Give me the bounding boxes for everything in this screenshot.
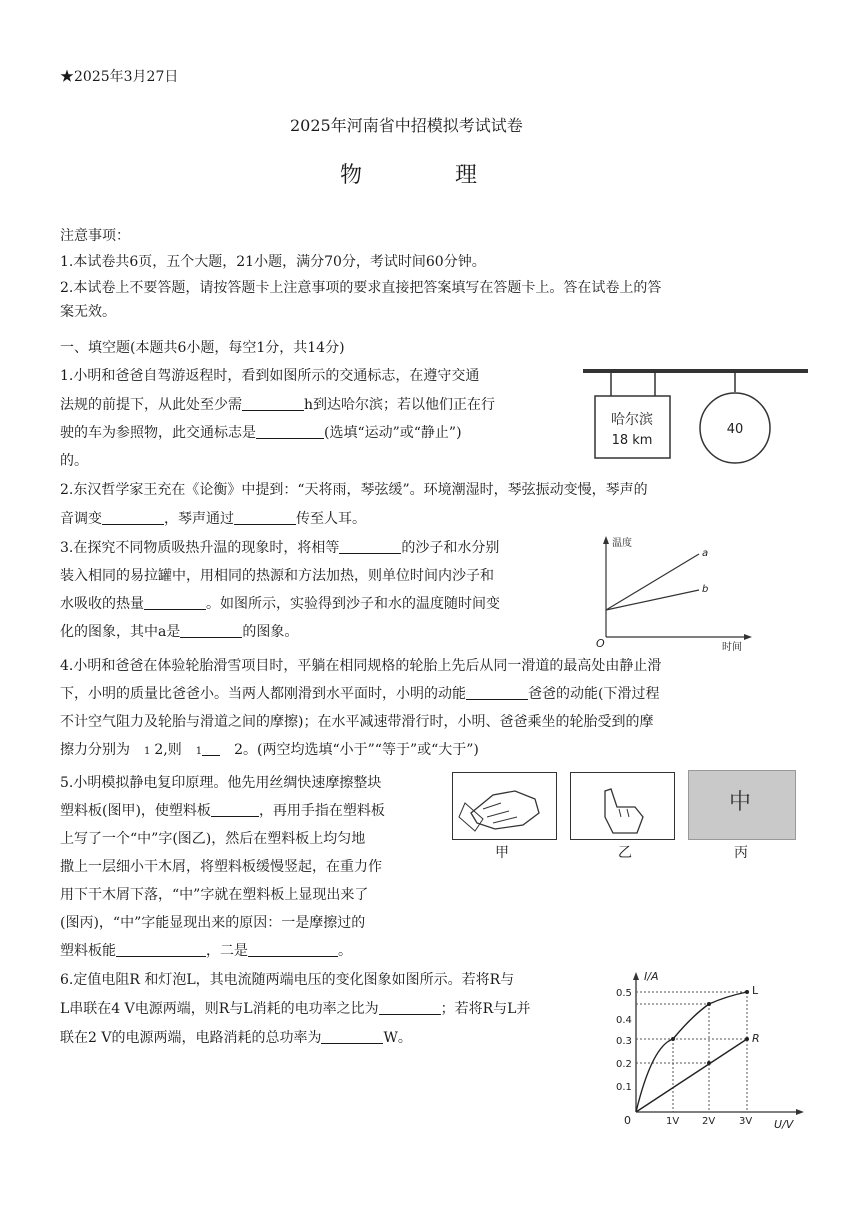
q6-blank-1 xyxy=(379,1000,441,1015)
figure-jia xyxy=(452,772,557,840)
line-a-label: a xyxy=(702,548,709,559)
q4-text: 爸爸的动能(下滑过程 xyxy=(528,686,660,702)
q6-blank-2 xyxy=(321,1029,383,1044)
q1-line-4: 的。 xyxy=(60,453,88,469)
q5-line-7 xyxy=(60,941,352,961)
axis-label-temperature: 温度 xyxy=(612,538,632,549)
origin-label: O xyxy=(596,637,605,650)
q1-text: (选填“运动”或“静止”) xyxy=(324,425,462,441)
q5-text: 。 xyxy=(338,943,352,959)
q1-text: h到达哈尔滨；若以他们正在行 xyxy=(304,397,496,413)
q2-line-2 xyxy=(60,509,366,529)
q5-text: ，再用手指在塑料板 xyxy=(258,803,385,819)
q4-text: 下，小明的质量比爸爸小。当两人都刚滑到水平面时，小明的动能 xyxy=(60,686,466,702)
ytick-label: 0.1 xyxy=(616,1082,632,1093)
q4-text: 擦力分别为 xyxy=(60,742,130,758)
q2-text: 传至人耳。 xyxy=(296,511,366,527)
q6-text: 联在2 V的电源两端，电路消耗的总功率为 xyxy=(60,1030,322,1046)
temperature-graph xyxy=(596,532,756,652)
traffic-sign-figure xyxy=(583,366,808,466)
q4-text: 2,则 xyxy=(154,742,182,758)
xtick-label: 1V xyxy=(666,1116,680,1127)
ytick-label: 0.2 xyxy=(616,1059,632,1070)
line-R xyxy=(636,1039,747,1112)
q6-text: W。 xyxy=(383,1030,412,1046)
xtick-label: 2V xyxy=(702,1116,716,1127)
q5-line-6: (图丙)，“中”字能显现出来的原因：一是摩擦过的 xyxy=(60,915,366,931)
subject-char-1: 物 xyxy=(340,163,363,188)
q4-sub-2: 1 xyxy=(195,746,203,757)
q4-line-4 xyxy=(60,740,479,762)
q1-text: 驶的车为参照物，此交通标志是 xyxy=(60,425,256,441)
curve-L xyxy=(636,992,747,1112)
speed-limit-value: 40 xyxy=(726,422,744,437)
q1-text: 法规的前提下，从此处至少需 xyxy=(60,397,242,413)
q2-line-1: 2.东汉哲学家王充在《论衡》中提到：“天将雨，琴弦缓”。环境潮湿时，琴弦振动变慢，琴声的 xyxy=(60,482,648,498)
origin-label: 0 xyxy=(624,1114,631,1127)
q4-blank-1 xyxy=(466,685,528,700)
notice-item-2-cont: 案无效。 xyxy=(60,304,116,320)
q6-text: L串联在4 V电源两端，则R与L消耗的电功率之比为 xyxy=(60,1001,379,1017)
q5-text: ，二是 xyxy=(206,943,248,959)
figure-bing xyxy=(688,770,796,840)
q5-text: 塑料板能 xyxy=(60,943,116,959)
q5-line-5: 用下干木屑下落，“中”字就在塑料板上显现出来了 xyxy=(60,887,369,903)
q1-blank-2 xyxy=(256,424,324,439)
figure-jia-label: 甲 xyxy=(495,845,509,861)
sign-distance: 18 km xyxy=(611,433,653,448)
q5-blank-3 xyxy=(248,942,338,957)
q6-line-1: 6.定值电阻R 和灯泡L，其电流随两端电压的变化图象如图所示。若将R与 xyxy=(60,972,515,988)
q2-text: ，琴声通过 xyxy=(164,511,234,527)
iu-graph xyxy=(612,966,812,1131)
q3-line-3 xyxy=(60,594,500,614)
q5-blank-2 xyxy=(116,942,206,957)
q5-line-2 xyxy=(60,801,385,821)
notice-item-1: 1.本试卷共6页，五个大题，21小题，满分70分，考试时间60分钟。 xyxy=(60,254,486,270)
q4-sub-1: 1 xyxy=(144,746,151,757)
q3-text: 3.在探究不同物质吸热升温的现象时，将相等 xyxy=(60,540,340,556)
q1-line-2 xyxy=(60,395,495,415)
subject-char-2: 理 xyxy=(455,163,478,188)
sign-city: 哈尔滨 xyxy=(611,412,653,428)
q3-text: 化的图象，其中a是 xyxy=(60,624,181,640)
figure-yi xyxy=(570,772,675,840)
exam-date: ★2025年3月27日 xyxy=(60,69,179,85)
sign-bar xyxy=(583,369,808,373)
q4-line-3: 不计空气阻力及轮胎与滑道之间的摩擦)；在水平减速带滑行时，小明、爸爸乘坐的轮胎受到的摩 xyxy=(60,714,654,730)
hand-rubbing-icon xyxy=(471,791,539,829)
q3-text: 的图象。 xyxy=(242,624,299,640)
q2-blank-1 xyxy=(102,510,164,525)
ytick-label: 0.5 xyxy=(616,988,632,999)
section-heading: 一、填空题(本题共6小题，每空1分，共14分) xyxy=(60,340,345,356)
xtick-label: 3V xyxy=(739,1116,753,1127)
q6-line-3 xyxy=(60,1028,412,1048)
q3-text: 。如图所示，实验得到沙子和水的温度随时间变 xyxy=(206,596,500,612)
ytick-label: 0.3 xyxy=(616,1036,632,1047)
q5-text: 塑料板(图甲)，使塑料板 xyxy=(60,803,211,819)
line-R-label: R xyxy=(752,1032,760,1045)
line-a xyxy=(606,554,699,610)
q5-blank-1 xyxy=(211,802,259,817)
curve-L-label: L xyxy=(752,984,759,997)
q3-blank-2 xyxy=(144,595,206,610)
q1-line-1: 1.小明和爸爸自驾游返程时，看到如图所示的交通标志，在遵守交通 xyxy=(60,368,480,384)
ytick-label: 0.4 xyxy=(616,1015,632,1026)
figure-bing-label: 丙 xyxy=(734,845,748,861)
q2-blank-2 xyxy=(234,510,296,525)
figure-yi-label: 乙 xyxy=(618,845,632,861)
q4-blank-2 xyxy=(202,741,220,756)
q6-line-2 xyxy=(60,999,530,1019)
q3-text: 水吸收的热量 xyxy=(60,596,144,612)
q1-line-3 xyxy=(60,423,462,443)
finger-writing-icon xyxy=(605,789,643,833)
q3-line-1 xyxy=(60,538,499,558)
line-b xyxy=(606,590,699,610)
exam-title: 2025年河南省中招模拟考试试卷 xyxy=(290,116,523,135)
axis-label-time: 时间 xyxy=(722,642,742,652)
notice-heading: 注意事项： xyxy=(60,228,130,244)
q5-line-3: 上写了一个“中”字(图乙)，然后在塑料板上均匀地 xyxy=(60,831,366,847)
axis-label-voltage: U/V xyxy=(774,1118,794,1131)
q3-text: 的沙子和水分别 xyxy=(401,540,500,556)
q3-line-4 xyxy=(60,622,298,642)
q3-blank-1 xyxy=(339,539,401,554)
q3-line-2: 装入相同的易拉罐中，用相同的热源和方法加热，则单位时间内沙子和 xyxy=(60,568,494,584)
q5-line-1: 5.小明模拟静电复印原理。他先用丝绸快速摩擦整块 xyxy=(60,775,382,791)
axis-label-current: I/A xyxy=(644,970,659,983)
figure-bing-char: 中 xyxy=(729,790,752,815)
q4-text: 2。(两空均选填“小于”“等于”或“大于”) xyxy=(234,742,479,758)
q6-text: ；若将R与L并 xyxy=(440,1001,531,1017)
q4-line-1: 4.小明和爸爸在体验轮胎滑雪项目时，平躺在相同规格的轮胎上先后从同一滑道的最高处由静止滑 xyxy=(60,658,662,674)
q2-text: 音调变 xyxy=(60,511,102,527)
line-b-label: b xyxy=(702,584,709,595)
q3-blank-3 xyxy=(180,623,242,638)
q4-line-2 xyxy=(60,684,659,704)
notice-item-2: 2.本试卷上不要答题，请按答题卡上注意事项的要求直接把答案填写在答题卡上。答在试卷上的答 xyxy=(60,280,662,296)
q1-blank-1 xyxy=(242,396,304,411)
q5-line-4: 撒上一层细小干木屑，将塑料板缓慢竖起，在重力作 xyxy=(60,859,382,875)
